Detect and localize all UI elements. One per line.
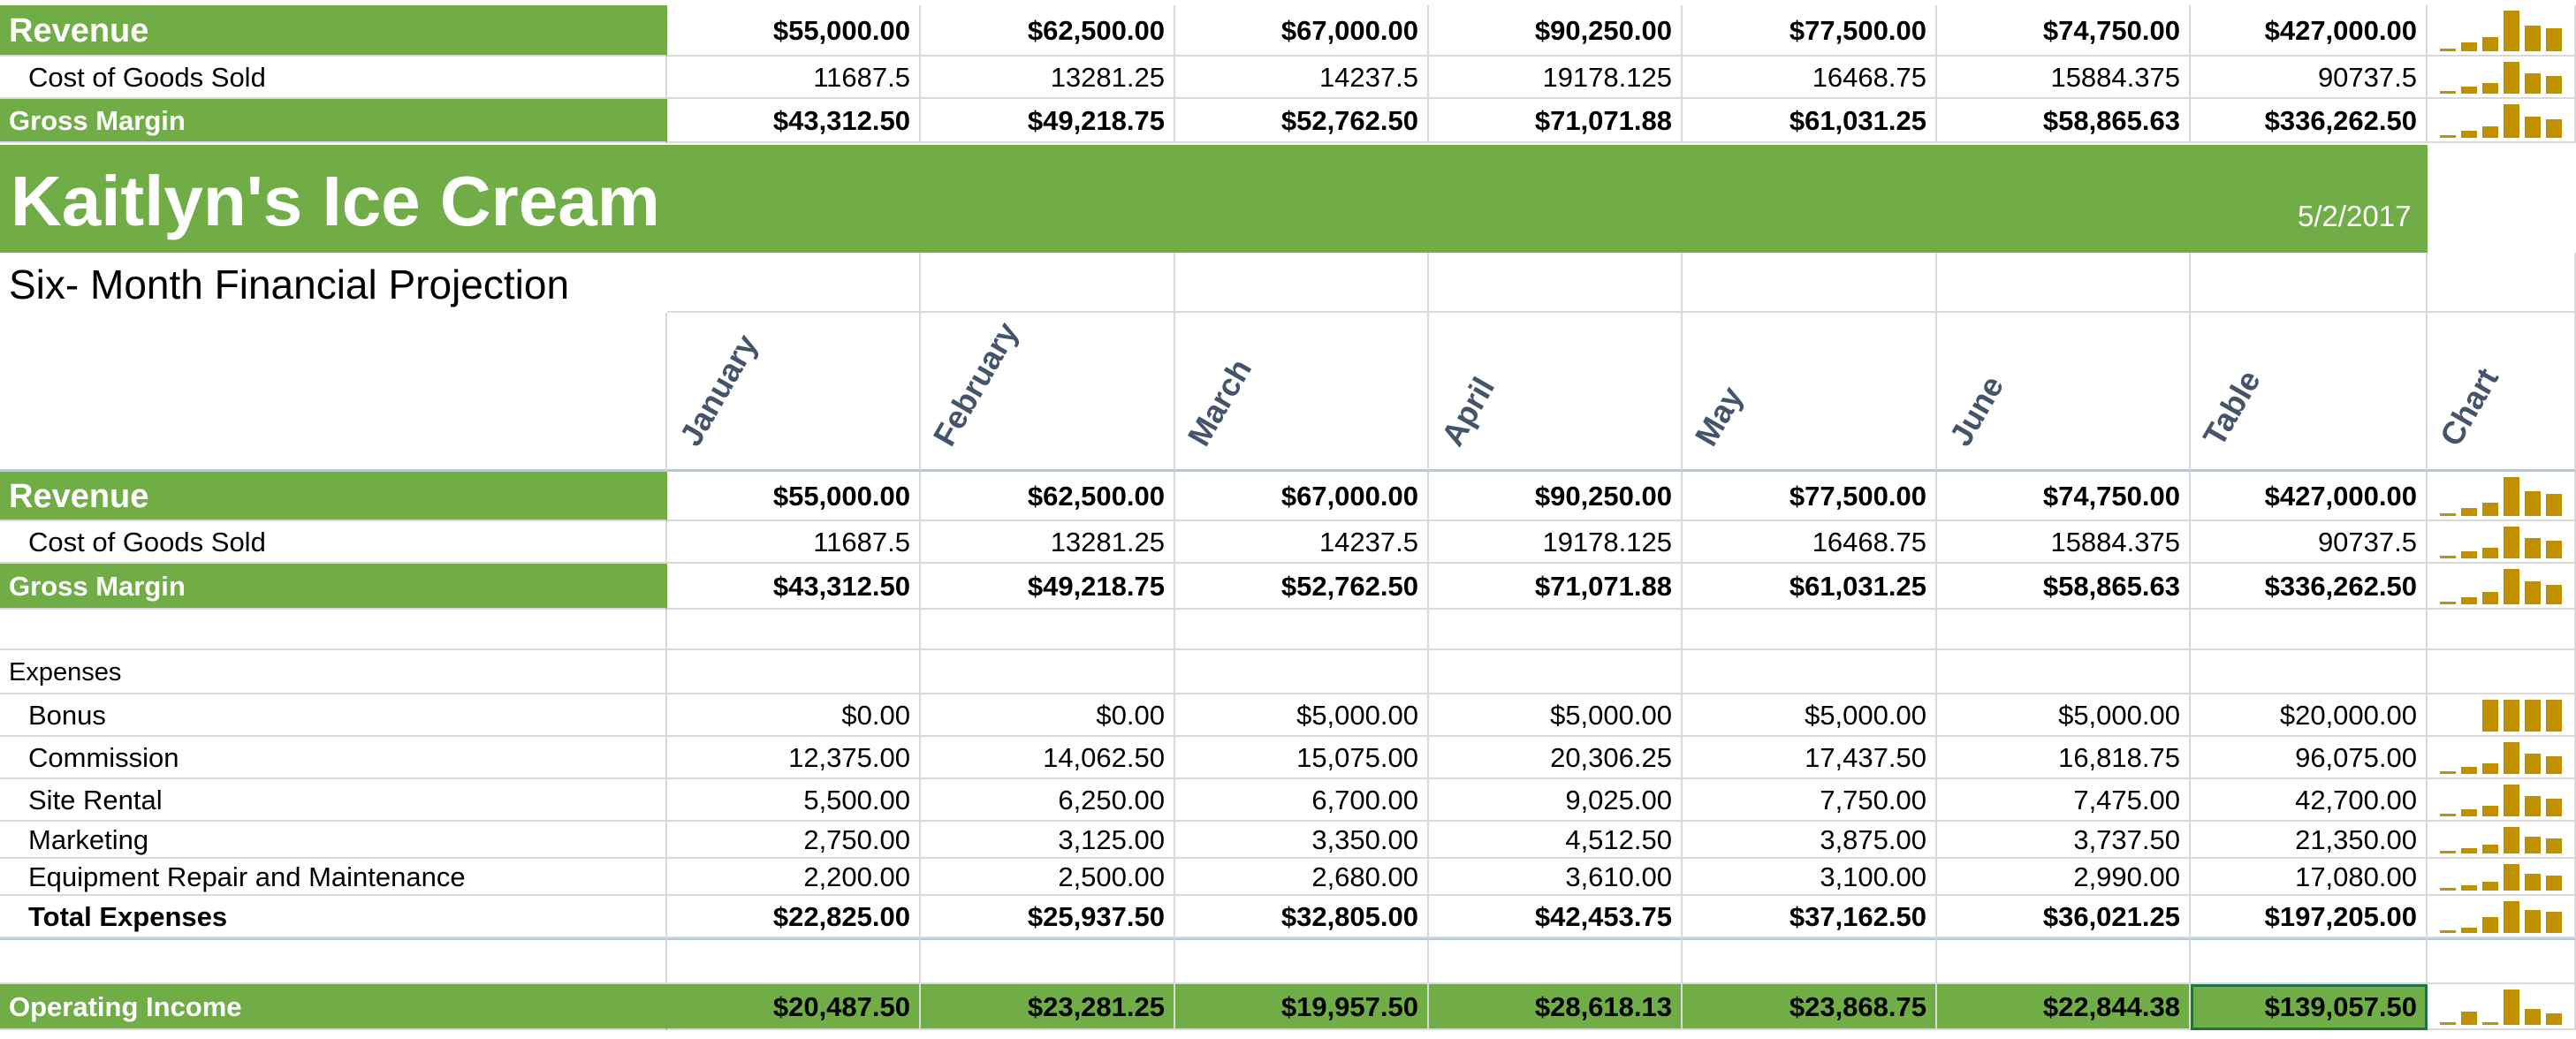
revenue-spark-bar [2461,508,2477,516]
top-gross-margin-spark-bar [2546,119,2562,138]
revenue-label[interactable]: Revenue [0,472,667,521]
top-cogs-spark-bar [2461,87,2477,94]
site-rental-cell[interactable]: 42,700.00 [2191,779,2428,822]
revenue-cell[interactable]: $427,000.00 [2191,472,2428,521]
top-cogs-label[interactable]: Cost of Goods Sold [0,57,667,99]
empty-cell[interactable] [1683,610,1937,650]
cogs-spark-bar [2546,541,2562,558]
bonus-cell[interactable]: $5,000.00 [1175,694,1429,737]
top-revenue-spark-bar [2440,49,2456,51]
gross-margin-cell[interactable]: $49,218.75 [921,564,1175,610]
cogs-spark-bar [2461,551,2477,558]
commission-spark-bar [2504,742,2519,774]
equipment-spark-bar [2525,874,2541,891]
site-rental-cell[interactable]: 7,475.00 [1937,779,2191,822]
operating-income-spark-bar [2546,1013,2562,1025]
gross-margin-spark-bar [2525,581,2541,604]
site-rental-label[interactable]: Site Rental [0,779,667,822]
empty-cell[interactable] [2428,650,2576,694]
expenses-label[interactable]: Expenses [0,650,667,694]
equipment-cell[interactable]: 2,200.00 [667,859,921,896]
column-header-february[interactable]: February [925,315,1026,452]
equipment-cell[interactable]: 3,100.00 [1683,859,1937,896]
operating-income-cell[interactable]: $23,868.75 [1683,984,1937,1030]
empty-cell[interactable] [0,610,667,650]
empty-cell[interactable] [667,610,921,650]
operating-income-sparkline[interactable] [2438,988,2565,1025]
equipment-spark-bar [2504,864,2519,891]
commission-cell[interactable]: 14,062.50 [921,737,1175,779]
top-gross-margin-spark-bar [2440,135,2456,138]
top-revenue-spark-bar [2482,37,2498,51]
total-expenses-cell[interactable]: $36,021.25 [1937,896,2191,938]
date-cell[interactable]: 5/2/2017 [2298,200,2412,232]
operating-income-spark-bar [2525,1009,2541,1025]
top-gross-margin-spark-bar [2525,117,2541,138]
commission-sparkline[interactable] [2438,740,2565,774]
total-expenses-spark-bar [2461,928,2477,933]
cogs-cell[interactable]: 19178.125 [1429,521,1683,564]
top-gross-margin-sparkline[interactable] [2438,102,2565,138]
header-cell[interactable] [2428,313,2576,472]
equipment-cell[interactable]: 3,610.00 [1429,859,1683,896]
top-revenue-spark-bar [2504,11,2519,51]
column-header-table[interactable]: Table [2195,363,2268,452]
commission-cell[interactable]: 12,375.00 [667,737,921,779]
total-expenses-cell[interactable]: $32,805.00 [1175,896,1429,938]
top-cogs-spark-bar [2482,83,2498,94]
bonus-cell[interactable]: $5,000.00 [1683,694,1937,737]
revenue-cell[interactable]: $74,750.00 [1937,472,2191,521]
operating-income-spark-bar [2461,1012,2477,1025]
cogs-cell[interactable]: 11687.5 [667,521,921,564]
revenue-cell[interactable]: $67,000.00 [1175,472,1429,521]
top-cogs-cell[interactable]: 11687.5 [667,57,921,99]
top-revenue-cell[interactable]: $90,250.00 [1429,5,1683,57]
top-gross-margin-spark-bar [2482,126,2498,138]
top-cogs-cell[interactable]: 15884.375 [1937,57,2191,99]
operating-income-cell[interactable]: $22,844.38 [1937,984,2191,1030]
gross-margin-spark-bar [2504,569,2519,604]
equipment-spark-bar [2440,888,2456,891]
commission-cell[interactable]: 20,306.25 [1429,737,1683,779]
top-cogs-sparkline[interactable] [2438,60,2565,94]
empty-cell[interactable] [1429,938,1683,984]
operating-income-cell[interactable]: $20,487.50 [667,984,921,1030]
empty-cell[interactable] [1429,253,1683,313]
site-rental-cell[interactable]: 6,250.00 [921,779,1175,822]
empty-cell[interactable] [2191,938,2428,984]
bonus-cell[interactable]: $0.00 [921,694,1175,737]
marketing-spark-bar [2482,845,2498,853]
bonus-spark-bar [2525,700,2541,732]
empty-cell[interactable] [1683,650,1937,694]
revenue-cell[interactable]: $62,500.00 [921,472,1175,521]
page-title[interactable]: Kaitlyn's Ice Cream [11,162,660,240]
marketing-cell[interactable]: 4,512.50 [1429,822,1683,859]
operating-income-spark-bar [2440,1022,2456,1025]
empty-cell[interactable] [1937,610,2191,650]
top-revenue-spark-bar [2546,28,2562,51]
gross-margin-spark-bar [2461,597,2477,605]
bonus-spark-bar [2546,700,2562,732]
equipment-cell[interactable]: 17,080.00 [2191,859,2428,896]
gross-margin-cell[interactable]: $61,031.25 [1683,564,1937,610]
gross-margin-cell[interactable]: $336,262.50 [2191,564,2428,610]
marketing-cell[interactable]: 3,737.50 [1937,822,2191,859]
gross-margin-cell[interactable]: $58,865.63 [1937,564,2191,610]
top-gross-margin-cell[interactable]: $58,865.63 [1937,99,2191,143]
equipment-spark-bar [2461,885,2477,891]
page-subtitle[interactable]: Six- Month Financial Projection [9,262,570,307]
revenue-spark-bar [2440,513,2456,516]
commission-cell[interactable]: 96,075.00 [2191,737,2428,779]
top-revenue-spark-bar [2461,42,2477,51]
marketing-cell[interactable]: 3,875.00 [1683,822,1937,859]
top-gross-margin-spark-bar [2461,131,2477,138]
total-expenses-spark-bar [2525,910,2541,933]
revenue-spark-bar [2504,477,2519,516]
revenue-spark-bar [2546,494,2562,516]
top-cogs-cell[interactable]: 14237.5 [1175,57,1429,99]
column-header-january[interactable]: January [672,328,765,452]
marketing-spark-bar [2546,838,2562,853]
total-expenses-sparkline[interactable] [2438,899,2565,933]
empty-cell[interactable] [921,253,1175,313]
empty-cell[interactable] [667,938,921,984]
marketing-label[interactable]: Marketing [0,822,667,859]
bonus-spark-bar [2504,700,2519,732]
cogs-cell[interactable]: 14237.5 [1175,521,1429,564]
revenue-spark-bar [2525,491,2541,516]
empty-cell[interactable] [1683,253,1937,313]
top-cogs-cell[interactable]: 16468.75 [1683,57,1937,99]
top-cogs-spark-bar [2546,76,2562,94]
equipment-label[interactable]: Equipment Repair and Maintenance [0,859,667,896]
marketing-sparkline[interactable] [2438,825,2565,853]
top-revenue-cell[interactable]: $55,000.00 [667,5,921,57]
empty-cell[interactable] [0,938,667,984]
top-revenue-sparkline[interactable] [2438,9,2565,51]
cogs-cell[interactable]: 16468.75 [1683,521,1937,564]
top-gross-margin-cell[interactable]: $52,762.50 [1175,99,1429,143]
operating-income-cell[interactable]: $19,957.50 [1175,984,1429,1030]
gross-margin-cell[interactable]: $52,762.50 [1175,564,1429,610]
empty-cell[interactable] [1175,610,1429,650]
top-gross-margin-cell[interactable]: $336,262.50 [2191,99,2428,143]
gross-margin-cell[interactable]: $71,071.88 [1429,564,1683,610]
marketing-cell[interactable]: 21,350.00 [2191,822,2428,859]
empty-cell[interactable] [2428,253,2576,313]
equipment-cell[interactable]: 2,500.00 [921,859,1175,896]
cogs-cell[interactable]: 13281.25 [921,521,1175,564]
site-rental-spark-bar [2546,799,2562,816]
gross-margin-sparkline[interactable] [2438,567,2565,604]
top-revenue-spark-bar [2525,26,2541,51]
empty-cell[interactable] [921,938,1175,984]
total-expenses-label[interactable]: Total Expenses [0,896,667,938]
equipment-spark-bar [2482,882,2498,891]
total-expenses-spark-bar [2504,901,2519,933]
site-rental-cell[interactable]: 5,500.00 [667,779,921,822]
bonus-label[interactable]: Bonus [0,694,667,737]
commission-cell[interactable]: 16,818.75 [1937,737,2191,779]
empty-cell[interactable] [1429,610,1683,650]
bonus-sparkline[interactable] [2438,698,2565,732]
top-cogs-cell[interactable]: 13281.25 [921,57,1175,99]
marketing-spark-bar [2525,837,2541,853]
cogs-spark-bar [2482,548,2498,558]
top-cogs-cell[interactable]: 90737.5 [2191,57,2428,99]
top-revenue-cell[interactable]: $77,500.00 [1683,5,1937,57]
operating-income-label[interactable]: Operating Income [0,984,667,1030]
gross-margin-spark-bar [2440,602,2456,604]
revenue-cell[interactable]: $55,000.00 [667,472,921,521]
gross-margin-spark-bar [2546,585,2562,604]
operating-income-spark-bar [2504,990,2519,1025]
revenue-cell[interactable]: $90,250.00 [1429,472,1683,521]
column-header-chart[interactable]: Chart [2432,361,2506,452]
total-expenses-spark-bar [2440,930,2456,933]
empty-cell[interactable] [921,650,1175,694]
empty-cell[interactable] [1175,650,1429,694]
total-expenses-cell[interactable]: $22,825.00 [667,896,921,938]
revenue-spark-bar [2482,503,2498,516]
empty-cell[interactable] [2428,938,2576,984]
bonus-cell[interactable]: $5,000.00 [1429,694,1683,737]
empty-cell[interactable] [1175,938,1429,984]
total-expenses-cell[interactable]: $42,453.75 [1429,896,1683,938]
cogs-spark-bar [2504,527,2519,558]
top-cogs-spark-bar [2440,91,2456,94]
commission-spark-bar [2461,767,2477,774]
empty-cell[interactable] [2428,610,2576,650]
bonus-spark-bar [2482,700,2498,732]
equipment-cell[interactable]: 2,990.00 [1937,859,2191,896]
site-rental-spark-bar [2525,796,2541,816]
total-expenses-cell[interactable]: $197,205.00 [2191,896,2428,938]
gross-margin-spark-bar [2482,592,2498,604]
commission-spark-bar [2482,763,2498,774]
site-rental-cell[interactable]: 9,025.00 [1429,779,1683,822]
commission-label[interactable]: Commission [0,737,667,779]
revenue-sparkline[interactable] [2438,475,2565,516]
top-gross-margin-spark-bar [2504,104,2519,138]
empty-cell[interactable] [667,650,921,694]
empty-cell[interactable] [667,253,921,313]
top-revenue-cell[interactable]: $427,000.00 [2191,5,2428,57]
cogs-spark-bar [2440,556,2456,558]
commission-cell[interactable]: 15,075.00 [1175,737,1429,779]
top-cogs-spark-bar [2504,62,2519,94]
gross-margin-cell[interactable]: $43,312.50 [667,564,921,610]
empty-cell[interactable] [1937,253,2191,313]
cogs-sparkline[interactable] [2438,525,2565,558]
top-revenue-cell[interactable]: $67,000.00 [1175,5,1429,57]
marketing-cell[interactable]: 3,350.00 [1175,822,1429,859]
bonus-cell[interactable]: $20,000.00 [2191,694,2428,737]
site-rental-spark-bar [2440,814,2456,816]
bonus-cell[interactable]: $5,000.00 [1937,694,2191,737]
top-revenue-cell[interactable]: $62,500.00 [921,5,1175,57]
empty-cell[interactable] [1937,650,2191,694]
commission-spark-bar [2546,756,2562,774]
empty-cell[interactable] [2191,610,2428,650]
marketing-cell[interactable]: 2,750.00 [667,822,921,859]
commission-spark-bar [2525,754,2541,774]
empty-cell[interactable] [2191,253,2428,313]
top-revenue-cell[interactable]: $74,750.00 [1937,5,2191,57]
empty-cell[interactable] [2191,650,2428,694]
bonus-cell[interactable]: $0.00 [667,694,921,737]
total-expenses-cell[interactable]: $37,162.50 [1683,896,1937,938]
marketing-spark-bar [2440,851,2456,853]
top-gross-margin-cell[interactable]: $71,071.88 [1429,99,1683,143]
top-revenue-label[interactable]: Revenue [0,5,667,57]
equipment-sparkline[interactable] [2438,862,2565,891]
operating-income-spark-bar [2482,1022,2498,1025]
operating-income-cell[interactable]: $28,618.13 [1429,984,1683,1030]
top-gross-margin-cell[interactable]: $43,312.50 [667,99,921,143]
empty-cell[interactable] [1937,938,2191,984]
marketing-spark-bar [2504,827,2519,853]
column-header-march[interactable]: March [1180,353,1259,452]
site-rental-spark-bar [2504,785,2519,816]
marketing-cell[interactable]: 3,125.00 [921,822,1175,859]
cogs-cell[interactable]: 15884.375 [1937,521,2191,564]
total-expenses-cell[interactable]: $25,937.50 [921,896,1175,938]
cogs-label[interactable]: Cost of Goods Sold [0,521,667,564]
commission-spark-bar [2440,771,2456,774]
site-rental-spark-bar [2482,806,2498,816]
total-expenses-spark-bar [2482,917,2498,933]
site-rental-cell[interactable]: 6,700.00 [1175,779,1429,822]
operating-income-cell[interactable]: $23,281.25 [921,984,1175,1030]
gross-margin-label[interactable]: Gross Margin [0,564,667,610]
column-header-april[interactable]: April [1433,370,1502,452]
column-header-june[interactable]: June [1941,369,2011,452]
empty-cell[interactable] [1683,938,1937,984]
site-rental-cell[interactable]: 7,750.00 [1683,779,1937,822]
commission-cell[interactable]: 17,437.50 [1683,737,1937,779]
cogs-cell[interactable]: 90737.5 [2191,521,2428,564]
empty-cell[interactable] [1175,253,1429,313]
site-rental-spark-bar [2461,809,2477,816]
header-blank-cell[interactable] [0,313,667,472]
top-gross-margin-cell[interactable]: $61,031.25 [1683,99,1937,143]
equipment-spark-bar [2546,876,2562,891]
empty-cell[interactable] [1429,650,1683,694]
empty-cell[interactable] [921,610,1175,650]
operating-income-cell[interactable]: $139,057.50 [2191,984,2428,1030]
top-cogs-spark-bar [2525,73,2541,94]
top-gross-margin-cell[interactable]: $49,218.75 [921,99,1175,143]
revenue-cell[interactable]: $77,500.00 [1683,472,1937,521]
top-gross-margin-label[interactable]: Gross Margin [0,99,667,143]
column-header-may[interactable]: May [1687,380,1751,452]
cogs-spark-bar [2525,538,2541,558]
top-cogs-cell[interactable]: 19178.125 [1429,57,1683,99]
marketing-spark-bar [2461,848,2477,853]
equipment-cell[interactable]: 2,680.00 [1175,859,1429,896]
total-expenses-spark-bar [2546,912,2562,933]
site-rental-sparkline[interactable] [2438,783,2565,816]
